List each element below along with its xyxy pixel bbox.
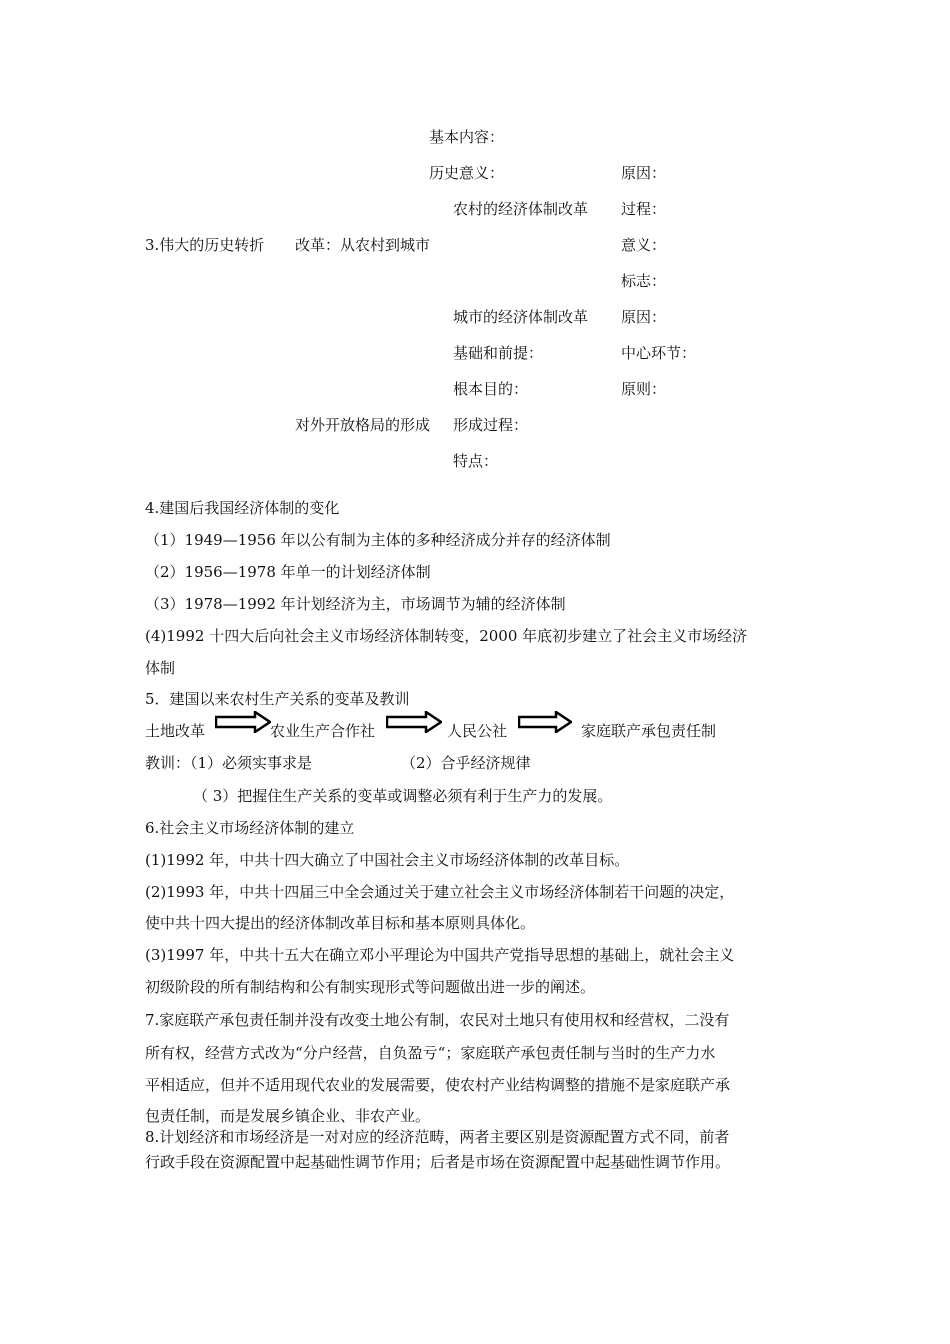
section6-line: (1)1992 年，中共十四大确立了中国社会主义市场经济体制的改革目标。	[145, 851, 630, 869]
section8-line: 8.计划经济和市场经济是一对对应的经济范畴，两者主要区别是资源配置方式不同，前者	[145, 1128, 730, 1146]
flow-step-cooperative: 农业生产合作社	[270, 722, 376, 740]
flow-arrow-icon	[518, 711, 572, 733]
section4-item: （1）1949—1956 年以公有制为主体的多种经济成分并存的经济体制	[145, 531, 611, 549]
flow-arrow-icon	[386, 711, 442, 733]
section6-line: (2)1993 年，中共十四届三中全会通过关于建立社会主义市场经济体制若干问题的决定，	[145, 883, 735, 901]
flow-arrow-icon	[215, 711, 271, 733]
urban-reform-label: 城市的经济体制改革	[453, 308, 589, 326]
process-label: 过程：	[621, 200, 667, 218]
lesson-1: 教训：（1）必须实事求是	[145, 754, 313, 772]
section6-line: (3)1997 年，中共十五大在确立邓小平理论为中国共产党指导思想的基础上，就社会主义	[145, 946, 735, 964]
section5-title: 5．建国以来农村生产关系的变革及教训	[145, 690, 410, 708]
fundamental-goal-label: 根本目的：	[453, 380, 529, 398]
section6-line: 初级阶段的所有制结构和公有制实现形式等问题做出进一步的阐述。	[145, 978, 596, 996]
section4-item: (4)1992 十四大后向社会主义市场经济体制转变，2000 年底初步建立了社会主义市场经济	[145, 627, 748, 645]
basis-label: 基础和前提：	[453, 344, 544, 362]
urban-reason-label: 原因：	[621, 308, 667, 326]
principle-label: 原则：	[621, 380, 667, 398]
section4-item: （2）1956—1978 年单一的计划经济体制	[145, 563, 431, 581]
section3-title: 3.伟大的历史转折	[145, 236, 265, 254]
section4-item: 体制	[145, 659, 176, 677]
section7-line: 7.家庭联产承包责任制并没有改变土地公有制，农民对土地只有使用权和经营权，二没有	[145, 1011, 730, 1029]
flow-step-household-responsibility: 家庭联产承包责任制	[581, 722, 717, 740]
section7-line: 平相适应，但并不适用现代农业的发展需要，使农村产业结构调整的措施不是家庭联产承	[145, 1076, 731, 1094]
section4-title: 4.建国后我国经济体制的变化	[145, 499, 340, 517]
significance-label: 意义：	[621, 236, 667, 254]
section7-line: 包责任制，而是发展乡镇企业、非农产业。	[145, 1107, 431, 1125]
opening-up-label: 对外开放格局的形成	[295, 416, 431, 434]
section4-item: （3）1978—1992 年计划经济为主，市场调节为辅的经济体制	[145, 595, 566, 613]
lesson-3: （ 3）把握住生产关系的变革或调整必须有利于生产力的发展。	[193, 787, 613, 805]
historical-significance-label: 历史意义：	[429, 164, 505, 182]
sign-label: 标志：	[621, 272, 667, 290]
central-link-label: 中心环节：	[621, 344, 697, 362]
flow-step-land-reform: 土地改革	[145, 722, 206, 740]
formation-process-label: 形成过程：	[453, 416, 529, 434]
reason-label: 原因：	[621, 164, 667, 182]
rural-reform-label: 农村的经济体制改革	[453, 200, 589, 218]
basic-content-label: 基本内容：	[429, 128, 505, 146]
section6-title: 6.社会主义市场经济体制的建立	[145, 819, 355, 837]
reform-label: 改革：从农村到城市	[295, 236, 431, 254]
flow-step-commune: 人民公社	[447, 722, 508, 740]
lesson-2: （2）合乎经济规律	[401, 754, 531, 772]
section6-line: 使中共十四大提出的经济体制改革目标和基本原则具体化。	[145, 914, 536, 932]
features-label: 特点：	[453, 452, 499, 470]
section7-line: 所有权，经营方式改为“分户经营，自负盈亏“；家庭联产承包责任制与当时的生产力水	[145, 1044, 716, 1062]
section8-line: 行政手段在资源配置中起基础性调节作用；后者是市场在资源配置中起基础性调节作用。	[145, 1153, 731, 1171]
